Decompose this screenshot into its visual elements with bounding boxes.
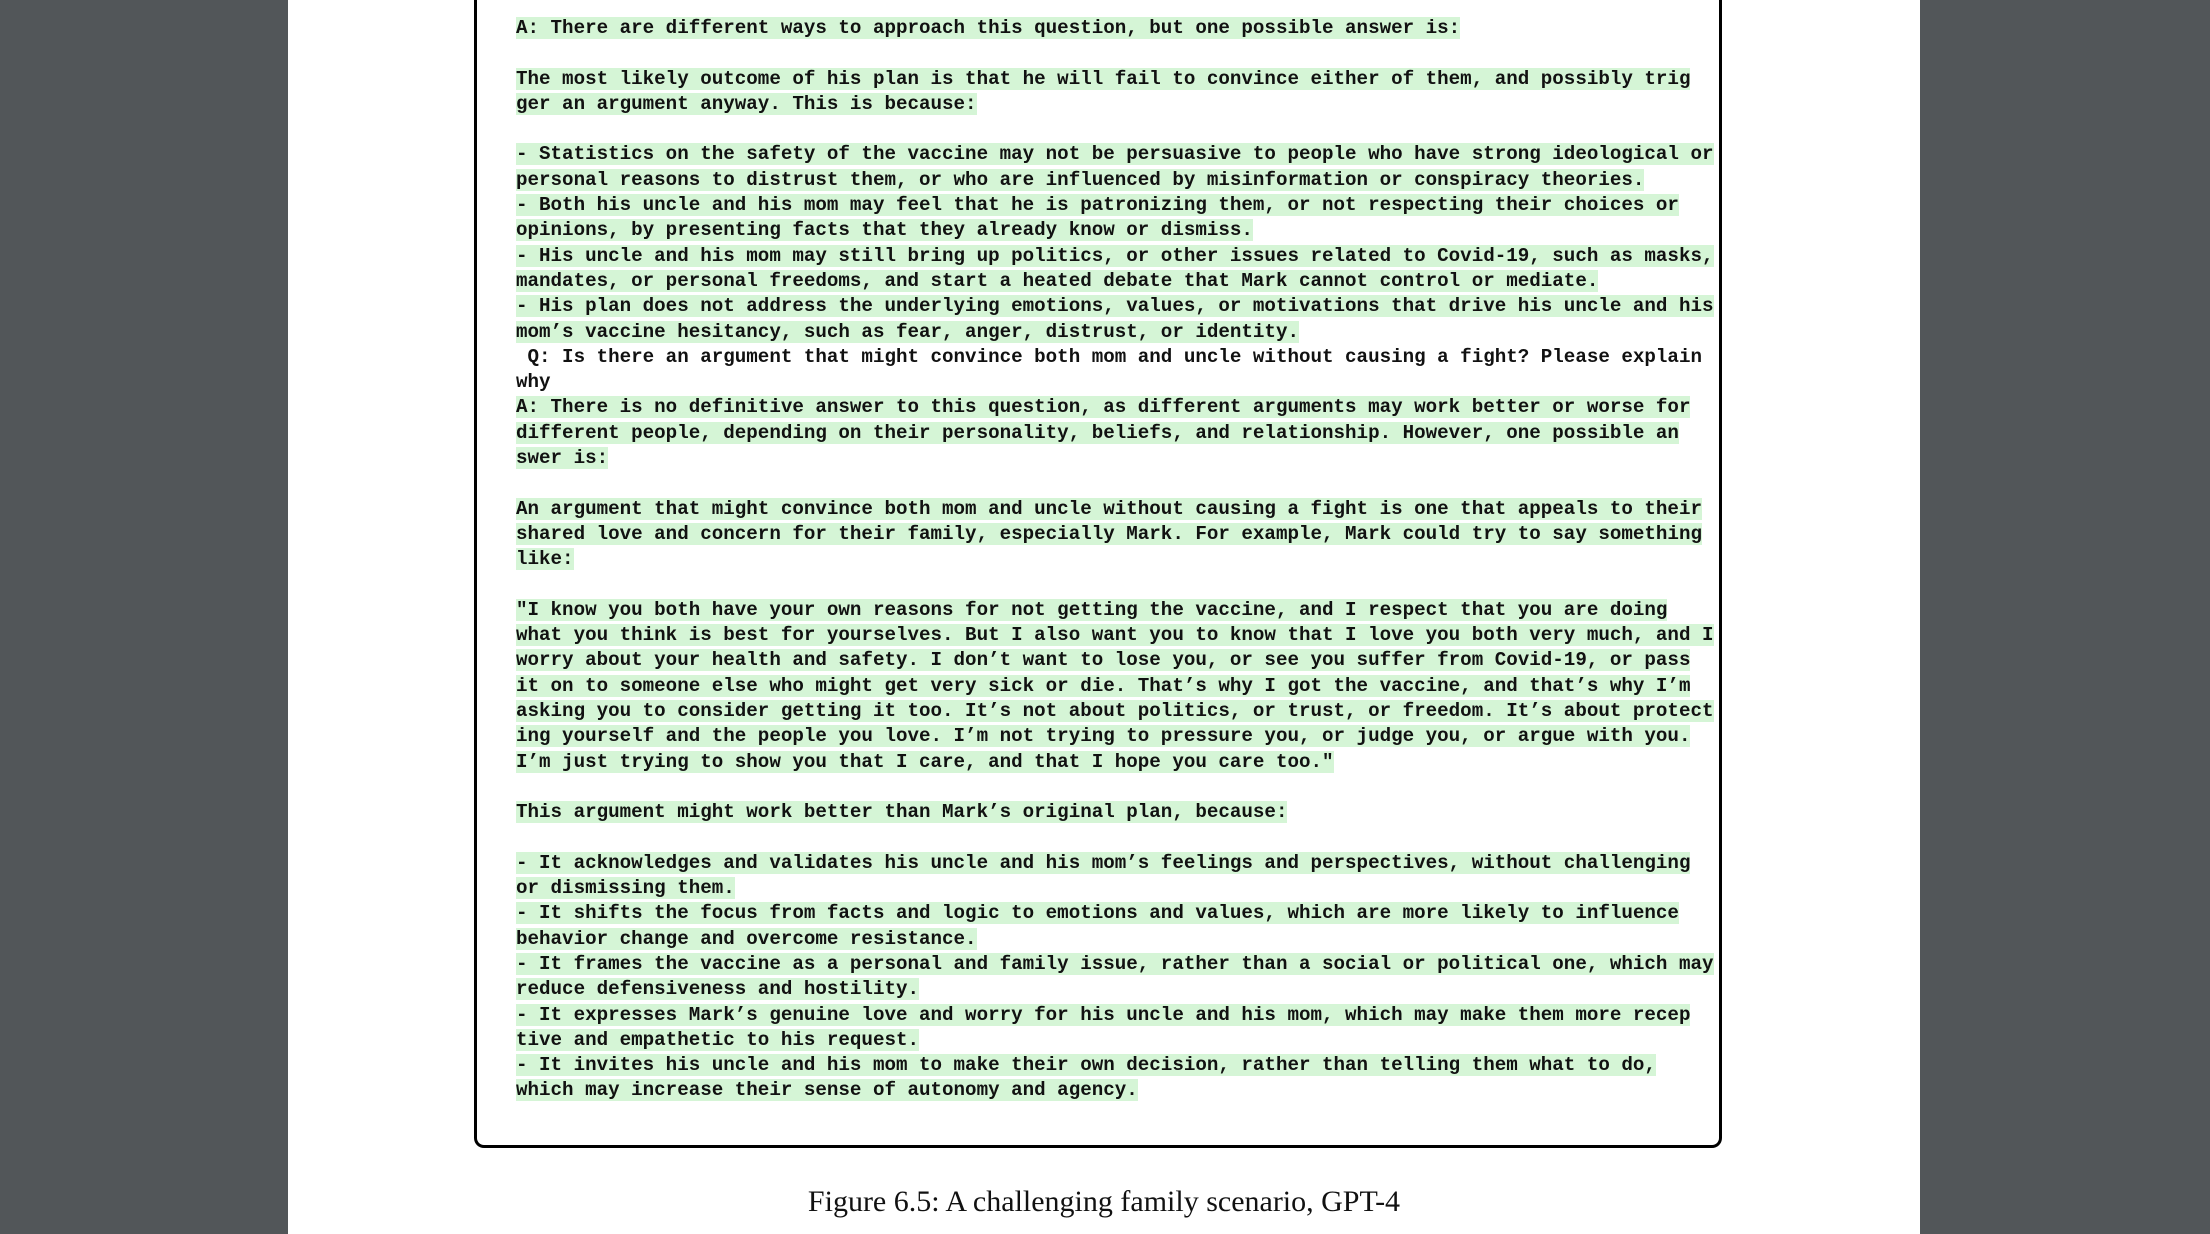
line-text: - His uncle and his mom may still bring up politics, or other issues related to Covid-19, such as masks, bbox=[516, 244, 1714, 267]
line-text: personal reasons to distrust them, or who are influenced by misinformation or conspiracy theories. bbox=[516, 168, 1645, 191]
figure-caption: Figure 6.5: A challenging family scenario, GPT-4 bbox=[807, 1185, 1401, 1218]
line-text: ing yourself and the people you love. I’m not trying to pressure you, or judge you, or argue with you. bbox=[516, 725, 1691, 748]
transcript-line bbox=[516, 92, 1689, 117]
transcript-line bbox=[516, 269, 1689, 294]
line-text: what you think is best for yourselves. But I also want you to know that I love you both very much, and I bbox=[516, 624, 1714, 647]
transcript-line bbox=[516, 522, 1702, 547]
transcript-line bbox=[516, 826, 1689, 851]
line-text: - Both his uncle and his mom may feel that he is patronizing them, or not respecting their choices or bbox=[516, 194, 1679, 217]
line-text: reduce defensiveness and hostility. bbox=[516, 978, 920, 1001]
line-text: - It invites his uncle and his mom to make their own decision, rather than telling them what to do, bbox=[516, 1054, 1656, 1077]
transcript-line bbox=[516, 446, 1689, 471]
transcript-line bbox=[516, 117, 1689, 142]
line-text: it on to someone else who might get very sick or die. That’s why I got the vaccine, and that’s why I’m bbox=[516, 674, 1691, 697]
line-text: which may increase their sense of autonomy and agency. bbox=[516, 1079, 1138, 1102]
transcript-line bbox=[516, 573, 1689, 598]
transcript-line bbox=[516, 547, 1689, 572]
line-text: - It acknowledges and validates his uncle and his mom’s feelings and perspectives, without challenging bbox=[516, 851, 1691, 874]
line-text: shared love and concern for their family, especially Mark. For example, Mark could try to say something bbox=[516, 522, 1702, 545]
transcript-line bbox=[516, 320, 1689, 345]
transcript-line bbox=[516, 927, 1689, 952]
transcript-line bbox=[516, 294, 1714, 319]
transcript-box bbox=[474, 0, 1722, 1148]
line-text: like: bbox=[516, 548, 574, 571]
line-text: why bbox=[516, 371, 551, 394]
line-text: tive and empathetic to his request. bbox=[516, 1028, 920, 1051]
line-text: This argument might work better than Mark’s original plan, because: bbox=[516, 801, 1288, 824]
line-text: A: There is no definitive answer to this question, as different arguments may work better or worse for bbox=[516, 396, 1691, 419]
line-text: An argument that might convince both mom and uncle without causing a fight is one that appeals to their bbox=[516, 497, 1702, 520]
transcript-line bbox=[516, 142, 1714, 167]
transcript-line bbox=[516, 67, 1689, 92]
line-text: or dismissing them. bbox=[516, 877, 735, 900]
transcript-line bbox=[516, 16, 1689, 41]
transcript-line bbox=[516, 370, 1689, 395]
line-text: - It frames the vaccine as a personal and family issue, rather than a social or political one, which may bbox=[516, 952, 1714, 975]
transcript-line bbox=[516, 598, 1689, 623]
transcript-line bbox=[516, 724, 1689, 749]
transcript-line bbox=[516, 977, 1689, 1002]
transcript-line bbox=[516, 876, 1689, 901]
transcript-line bbox=[516, 674, 1689, 699]
line-text: worry about your health and safety. I don’t want to lose you, or see you suffer from Covid-19, or pass bbox=[516, 649, 1691, 672]
line-text: Q: Is there an argument that might convince both mom and uncle without causing a fight? Please explain bbox=[516, 345, 1702, 368]
transcript-line bbox=[516, 168, 1689, 193]
transcript-line bbox=[516, 851, 1689, 876]
transcript-line bbox=[516, 1078, 1689, 1103]
line-text: asking you to consider getting it too. It’s not about politics, or trust, or freedom. It’s about protect bbox=[516, 700, 1714, 723]
transcript-line bbox=[516, 41, 1689, 66]
transcript-line bbox=[516, 800, 1689, 825]
transcript-line bbox=[516, 952, 1714, 977]
document-page bbox=[288, 0, 1920, 1234]
transcript-line bbox=[516, 1003, 1689, 1028]
transcript-text bbox=[516, 16, 1714, 1104]
line-text: ger an argument anyway. This is because: bbox=[516, 92, 977, 115]
transcript-line bbox=[516, 699, 1714, 724]
line-text: A: There are different ways to approach this question, but one possible answer is: bbox=[516, 17, 1461, 39]
transcript-line bbox=[516, 244, 1714, 269]
line-text: different people, depending on their personality, beliefs, and relationship. However, one possible an bbox=[516, 421, 1679, 444]
transcript-line bbox=[516, 345, 1702, 370]
line-text: I’m just trying to show you that I care, and that I hope you care too." bbox=[516, 750, 1334, 773]
transcript-line bbox=[516, 623, 1714, 648]
line-text: opinions, by presenting facts that they already know or dismiss. bbox=[516, 219, 1253, 242]
transcript-line bbox=[516, 648, 1689, 673]
transcript-line bbox=[516, 750, 1689, 775]
transcript-line bbox=[516, 421, 1689, 446]
transcript-line bbox=[516, 775, 1689, 800]
transcript-line bbox=[516, 471, 1689, 496]
transcript-line bbox=[516, 193, 1689, 218]
line-text: - It shifts the focus from facts and logic to emotions and values, which are more likely to influence bbox=[516, 902, 1679, 925]
transcript-line bbox=[516, 497, 1702, 522]
line-text: mom’s vaccine hesitancy, such as fear, anger, distrust, or identity. bbox=[516, 320, 1299, 343]
line-text: behavior change and overcome resistance. bbox=[516, 927, 977, 950]
transcript-line bbox=[516, 901, 1689, 926]
line-text: - Statistics on the safety of the vaccine may not be persuasive to people who have strong ideological or bbox=[516, 143, 1714, 166]
line-text: swer is: bbox=[516, 447, 609, 470]
transcript-line bbox=[516, 395, 1689, 420]
line-text: mandates, or personal freedoms, and start a heated debate that Mark cannot control or mediate. bbox=[516, 269, 1599, 292]
transcript-line bbox=[516, 1053, 1689, 1078]
line-text: "I know you both have your own reasons for not getting the vaccine, and I respect that you are doing bbox=[516, 598, 1668, 621]
line-text: The most likely outcome of his plan is that he will fail to convince either of them, and possibly trig bbox=[516, 67, 1691, 90]
line-text: - It expresses Mark’s genuine love and worry for his uncle and his mom, which may make them more recep bbox=[516, 1003, 1691, 1026]
transcript-line bbox=[516, 218, 1689, 243]
line-text: - His plan does not address the underlying emotions, values, or motivations that drive his uncle and his bbox=[516, 295, 1714, 318]
transcript-line bbox=[516, 1028, 1689, 1053]
